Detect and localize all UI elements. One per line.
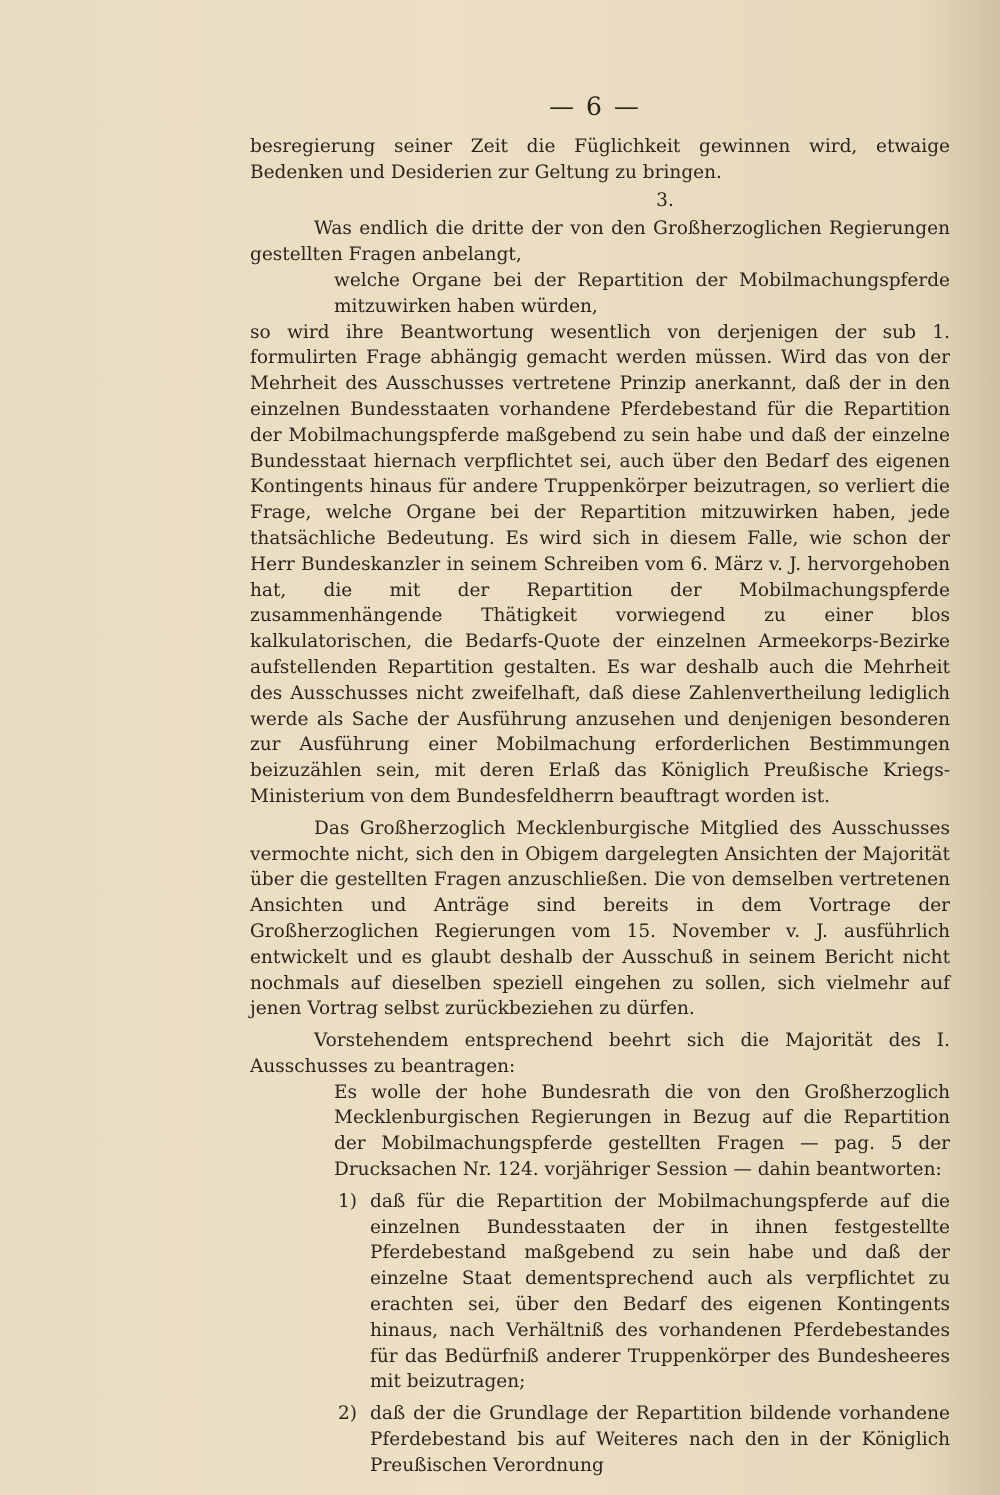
list-item-text: daß für die Repartition der Mobilmachungspferde auf die einzelnen Bundesstaaten der in ihnen festgestellte Pferdebestand maßgebend zu sein habe und daß der einzelne Staat dementsprechend auch als verpflichtet zu erachten sei, über den Bedarf des eigenen Kontingents hinaus, nach Verhältniß des vorhandenen Pferdebestandes für das Bedürfniß anderer Truppenkörper des Bundesheeres mit beizutragen; [370, 1190, 950, 1393]
paragraph-third-question: Was endlich die dritte der von den Großherzoglichen Regierungen gestellten Fragen anbelangt, [250, 218, 950, 266]
list-item-text: daß der die Grundlage der Repartition bildende vorhandene Pferdebestand bis auf Weiteres nach den in der Königlich Preußischen Verordnung [370, 1403, 950, 1476]
list-item [338, 1401, 950, 1478]
list-item-number: 2) [338, 1403, 357, 1425]
section-number: 3. [656, 189, 674, 211]
page-number: — 6 — [549, 92, 641, 121]
body-text [250, 134, 950, 1479]
list-item [338, 1189, 950, 1395]
paragraph-mecklenburg: Das Großherzoglich Mecklenburgische Mitglied des Ausschusses vermochte nicht, sich den in Obigem dargelegten Ansichten der Majorität über die gestellten Fragen anzuschließen. Die von demselben vertretenen Ansichten und Anträge sind bereits in dem Vortrage der Großherzoglichen Regierungen vom 15. November v. J. ausführlich entwickelt und es glaubt deshalb der Ausschuß in seinem Bericht nicht nochmals auf dieselben speziell eingehen zu sollen, sich vielmehr auf jenen Vortrag selbst zurückbeziehen zu dürfen. [250, 817, 950, 1020]
proposal-text: Es wolle der hohe Bundesrath die von den Großherzoglich Mecklenburgischen Regierungen in Bezug auf die Repartition der Mobilmachungspferde gestellten Fragen — pag. 5 der Drucksachen Nr. 124. vorjähriger Session — dahin beantworten: [334, 1081, 950, 1181]
quoted-question: welche Organe bei der Repartition der Mobilmachungspferde mitzuwirken haben würden, [334, 269, 950, 317]
paragraph-answer: so wird ihre Beantwortung wesentlich von derjenigen der sub 1. formulirten Frage abhängig gemacht werden müssen. Wird das von der Mehrheit des Ausschusses vertretene Prinzip anerkannt, daß der in den einzelnen Bundesstaaten vorhandene Pferdebestand für die Repartition der Mobilmachungspferde maßgebend zu sein habe und daß der einzelne Bundesstaat hiernach verpflichtet sei, auch über den Bedarf des eigenen Kontingents hinaus für andere Truppenkörper beizutragen, so verliert die Frage, welche Organe bei der Repartition mitzuwirken haben, jede thatsächliche Bedeutung. Es wird sich in diesem Falle, wie schon der Herr Bundeskanzler in seinem Schreiben vom 6. März v. J. hervorgehoben hat, die mit der Repartition der Mobilmachungspferde zusammenhängende Thätigkeit vorwiegend zu einer blos kalkulatorischen, die Bedarfs-Quote der einzelnen Armeekorps-Bezirke aufstellenden Repartition gestalten. Es war deshalb auch die Mehrheit des Ausschusses nicht zweifelhaft, daß diese Zahlenvertheilung lediglich werde als Sache der Ausführung anzusehen und denjenigen besonderen zur Ausführung einer Mobilmachung erforderlichen Bestimmungen beizuzählen sein, mit deren Erlaß das Königlich Preußische Kriegs-Ministerium von dem Bundesfeldherrn beauftragt worden ist. [250, 321, 950, 807]
paragraph-continuation: besregierung seiner Zeit die Füglichkeit gewinnen wird, etwaige Bedenken und Desiderien zur Geltung zu bringen. [250, 136, 950, 183]
list-item-number: 1) [338, 1190, 357, 1212]
paragraph-proposal-intro: Vorstehendem entsprechend beehrt sich die Majorität des I. Ausschusses zu beantragen: [250, 1030, 950, 1077]
